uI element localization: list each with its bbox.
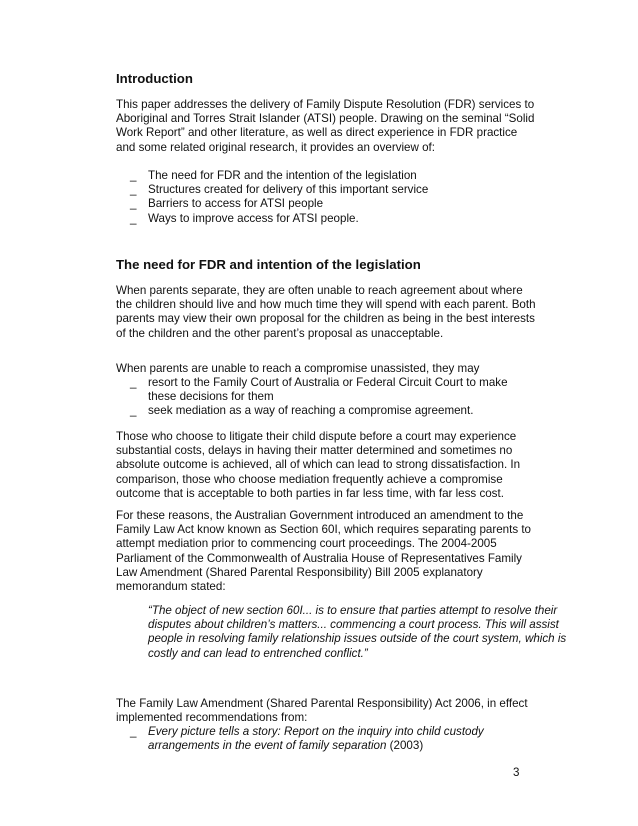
introduction-heading: Introduction bbox=[116, 71, 193, 86]
intro-paragraph: This paper addresses the delivery of Family Dispute Resolution (FDR) services to Aboriginal and Torres Strait Islander (ATSI) people. Drawing on the seminal “Solid Work Report” and other literature, as well as direct experience in FDR practice and some related original research, it provides an overview of: bbox=[116, 98, 535, 154]
list-item: _ seek mediation as a way of reaching a compromise agreement. bbox=[130, 404, 474, 418]
separation-paragraph: When parents separate, they are often unable to reach agreement about where the children should live and how much time they will spend with each parent. Both parents may view their own proposal for the children as being in the best interests of the children and the other parent’s proposal as unacceptable. bbox=[116, 284, 536, 340]
page-number: 3 bbox=[513, 766, 520, 779]
need-for-fdr-heading: The need for FDR and intention of the legislation bbox=[116, 257, 421, 272]
list-item: _ Barriers to access for ATSI people bbox=[130, 197, 324, 211]
report-year: (2003) bbox=[386, 739, 424, 753]
compromise-paragraph: When parents are unable to reach a compromise unassisted, they may bbox=[116, 362, 480, 375]
intro-overview-list bbox=[116, 169, 536, 226]
bullet-marker: _ bbox=[130, 169, 137, 182]
list-item: _ The need for FDR and the intention of the legislation bbox=[130, 169, 417, 182]
list-item bbox=[116, 725, 536, 753]
compromise-options-list bbox=[116, 376, 536, 419]
bullet-marker: _ bbox=[130, 211, 137, 225]
bullet-marker: _ bbox=[130, 404, 137, 418]
memorandum-quote: “The object of new section 60I... is to ensure that parties attempt to resolve their disputes about children’s matters... commencing a court process. This will assist people in resolving family relationship issues outside of the court system, which is costly and can lead to entrenched conflict.” bbox=[148, 604, 567, 660]
bullet-marker: _ bbox=[130, 725, 137, 738]
bullet-marker: _ bbox=[130, 197, 137, 211]
recommendations-list bbox=[116, 725, 536, 753]
litigation-paragraph: Those who choose to litigate their child dispute before a court may experience substantial costs, delays in having their matter determined and sometimes no absolute outcome is achieved, all of which can lead to strong dissatisfaction. In comparison, those who choose mediation frequently achieve a compromise outcome that is acceptable to both parties in far less time, with far less cost. bbox=[116, 430, 521, 500]
bullet-marker: _ bbox=[130, 376, 137, 389]
report-title: Every picture tells a story: Report on the inquiry into child custody arrangements in the event of family separation bbox=[148, 725, 484, 753]
amendment-paragraph: For these reasons, the Australian Government introduced an amendment to the Family Law Act know known as Section 60I, which requires separating parents to attempt mediation prior to commencing court proceedings. The 2004-2005 Parliament of the Commonwealth of Australia House of Representatives Family Law Amendment (Shared Parental Responsibility) Bill 2005 explanatory memorandum stated: bbox=[116, 509, 532, 594]
list-item: _ Structures created for delivery of this important service bbox=[130, 183, 429, 197]
list-item: _ Ways to improve access for ATSI people. bbox=[130, 211, 359, 225]
bullet-marker: _ bbox=[130, 183, 137, 197]
list-item: _ resort to the Family Court of Australia or Federal Circuit Court to make these decisions for them bbox=[130, 376, 508, 404]
act-paragraph: The Family Law Amendment (Shared Parental Responsibility) Act 2006, in effect implemented recommendations from: bbox=[116, 697, 528, 725]
